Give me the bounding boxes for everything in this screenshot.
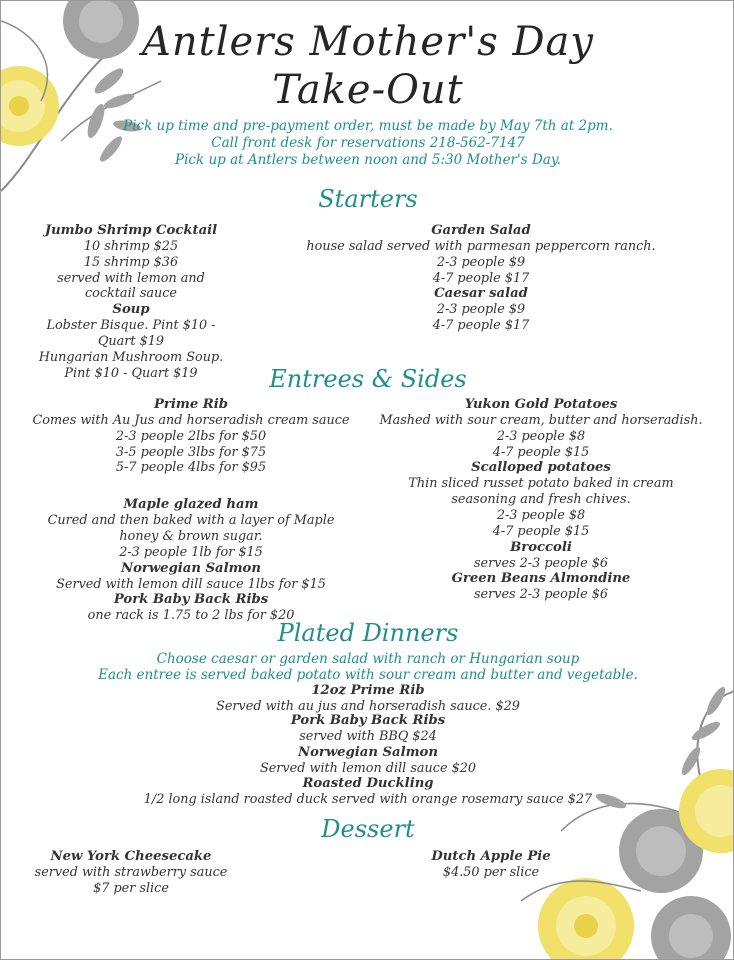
item-name: Broccoli <box>510 539 572 555</box>
item-line: served with lemon and <box>57 270 205 286</box>
plated-entree-info: Each entree is served baked potato with sour cream and butter and vegetable. <box>98 667 638 683</box>
entrees-right-column <box>371 397 711 603</box>
pickup-info: Pick up time and pre-payment order, must be made by May 7th at 2pm. <box>123 118 613 134</box>
item-line: served with BBQ $24 <box>299 728 437 744</box>
item-line: 5-7 people 4lbs for $95 <box>115 460 267 476</box>
item-line: 15 shrimp $36 <box>83 254 179 270</box>
pickup-location-info: Pick up at Antlers between noon and 5:30 Mother's Day. <box>175 152 561 168</box>
item-line: 10 shrimp $25 <box>83 239 179 254</box>
item-name: Roasted Duckling <box>302 776 434 792</box>
item-name: 12oz Prime Rib <box>311 683 425 698</box>
item-line: 3-5 people 3lbs for $75 <box>115 444 267 460</box>
item-line: one rack is 1.75 to 2 lbs for $20 <box>87 608 295 624</box>
item-line: 4-7 people $15 <box>492 444 590 460</box>
item-name: Dutch Apple Pie <box>431 849 551 864</box>
item-line: served with strawberry sauce <box>34 865 228 880</box>
item-name: Pork Baby Back Ribs <box>113 592 269 608</box>
item-line: 4-7 people $15 <box>492 523 590 539</box>
dessert-heading: Dessert <box>321 815 415 843</box>
item-line: 2-3 people $9 <box>436 254 526 270</box>
starters-heading: Starters <box>318 185 418 213</box>
item-line: Hungarian Mushroom Soup. <box>38 349 224 365</box>
entrees-left-column <box>21 397 361 624</box>
item-line: house salad served with parmesan peppercorn ranch. <box>306 239 656 254</box>
title-line-1: Antlers Mother's Day <box>142 19 594 65</box>
entrees-heading: Entrees & Sides <box>269 365 467 393</box>
item-line: 2-3 people 1lb for $15 <box>119 544 263 560</box>
item-name: Caesar salad <box>434 286 528 302</box>
item-name: Maple glazed ham <box>123 497 259 513</box>
item-line: 4-7 people $17 <box>432 318 530 334</box>
item-line: Thin sliced russet potato baked in cream <box>408 476 674 492</box>
item-name: Soup <box>112 302 150 318</box>
item-line: 1/2 long island roasted duck served with orange rosemary sauce $27 <box>143 792 593 808</box>
item-line: $7 per slice <box>93 880 169 896</box>
item-line: Served with lemon dill sauce $20 <box>259 760 477 776</box>
item-name: Pork Baby Back Ribs <box>290 712 446 728</box>
item-name: Scalloped potatoes <box>471 460 611 476</box>
item-name: Norwegian Salmon <box>298 744 438 760</box>
item-name: Yukon Gold Potatoes <box>464 397 618 412</box>
item-line: $4.50 per slice <box>442 865 540 880</box>
item-line: Lobster Bisque. Pint $10 - <box>46 318 216 334</box>
item-line: Comes with Au Jus and horseradish cream sauce <box>32 413 350 428</box>
item-line: cocktail sauce <box>85 286 177 302</box>
starters-left-column <box>31 223 231 381</box>
item-name: Green Beans Almondine <box>451 571 631 587</box>
item-name: New York Cheesecake <box>50 849 212 864</box>
item-line: Served with au jus and horseradish sauce. $29 <box>216 699 520 714</box>
title-line-2: Take-Out <box>272 67 464 113</box>
item-line: 2-3 people $8 <box>496 428 586 444</box>
item-line: Cured and then baked with a layer of Maple <box>47 513 335 529</box>
plated-dinners-heading: Plated Dinners <box>277 619 459 647</box>
item-name: Prime Rib <box>154 397 228 412</box>
item-line: honey & brown sugar. <box>119 528 263 544</box>
item-line: Quart $19 <box>97 333 165 349</box>
item-line: Pint $10 - Quart $19 <box>64 365 198 381</box>
starters-right-column <box>301 223 661 334</box>
item-line: 2-3 people $8 <box>496 507 586 523</box>
item-line: 2-3 people 2lbs for $50 <box>115 428 267 444</box>
dessert-right-column <box>381 849 601 881</box>
dessert-left-column <box>21 849 241 897</box>
reservation-info: Call front desk for reservations 218-562-7147 <box>211 135 525 151</box>
item-line: 2-3 people $9 <box>436 302 526 318</box>
item-line: Mashed with sour cream, butter and horseradish. <box>379 413 703 428</box>
item-name: Garden Salad <box>431 223 531 238</box>
item-name: Jumbo Shrimp Cocktail <box>44 223 218 238</box>
item-name: Norwegian Salmon <box>121 560 261 576</box>
item-line: Served with lemon dill sauce 1lbs for $15 <box>56 576 326 592</box>
item-line: serves 2-3 people $6 <box>473 555 609 571</box>
item-line: seasoning and fresh chives. <box>451 492 631 508</box>
item-line: serves 2-3 people $6 <box>473 587 609 603</box>
plated-salad-info: Choose caesar or garden salad with ranch or Hungarian soup <box>156 651 580 667</box>
plated-items <box>61 683 675 808</box>
item-line: 4-7 people $17 <box>432 270 530 286</box>
